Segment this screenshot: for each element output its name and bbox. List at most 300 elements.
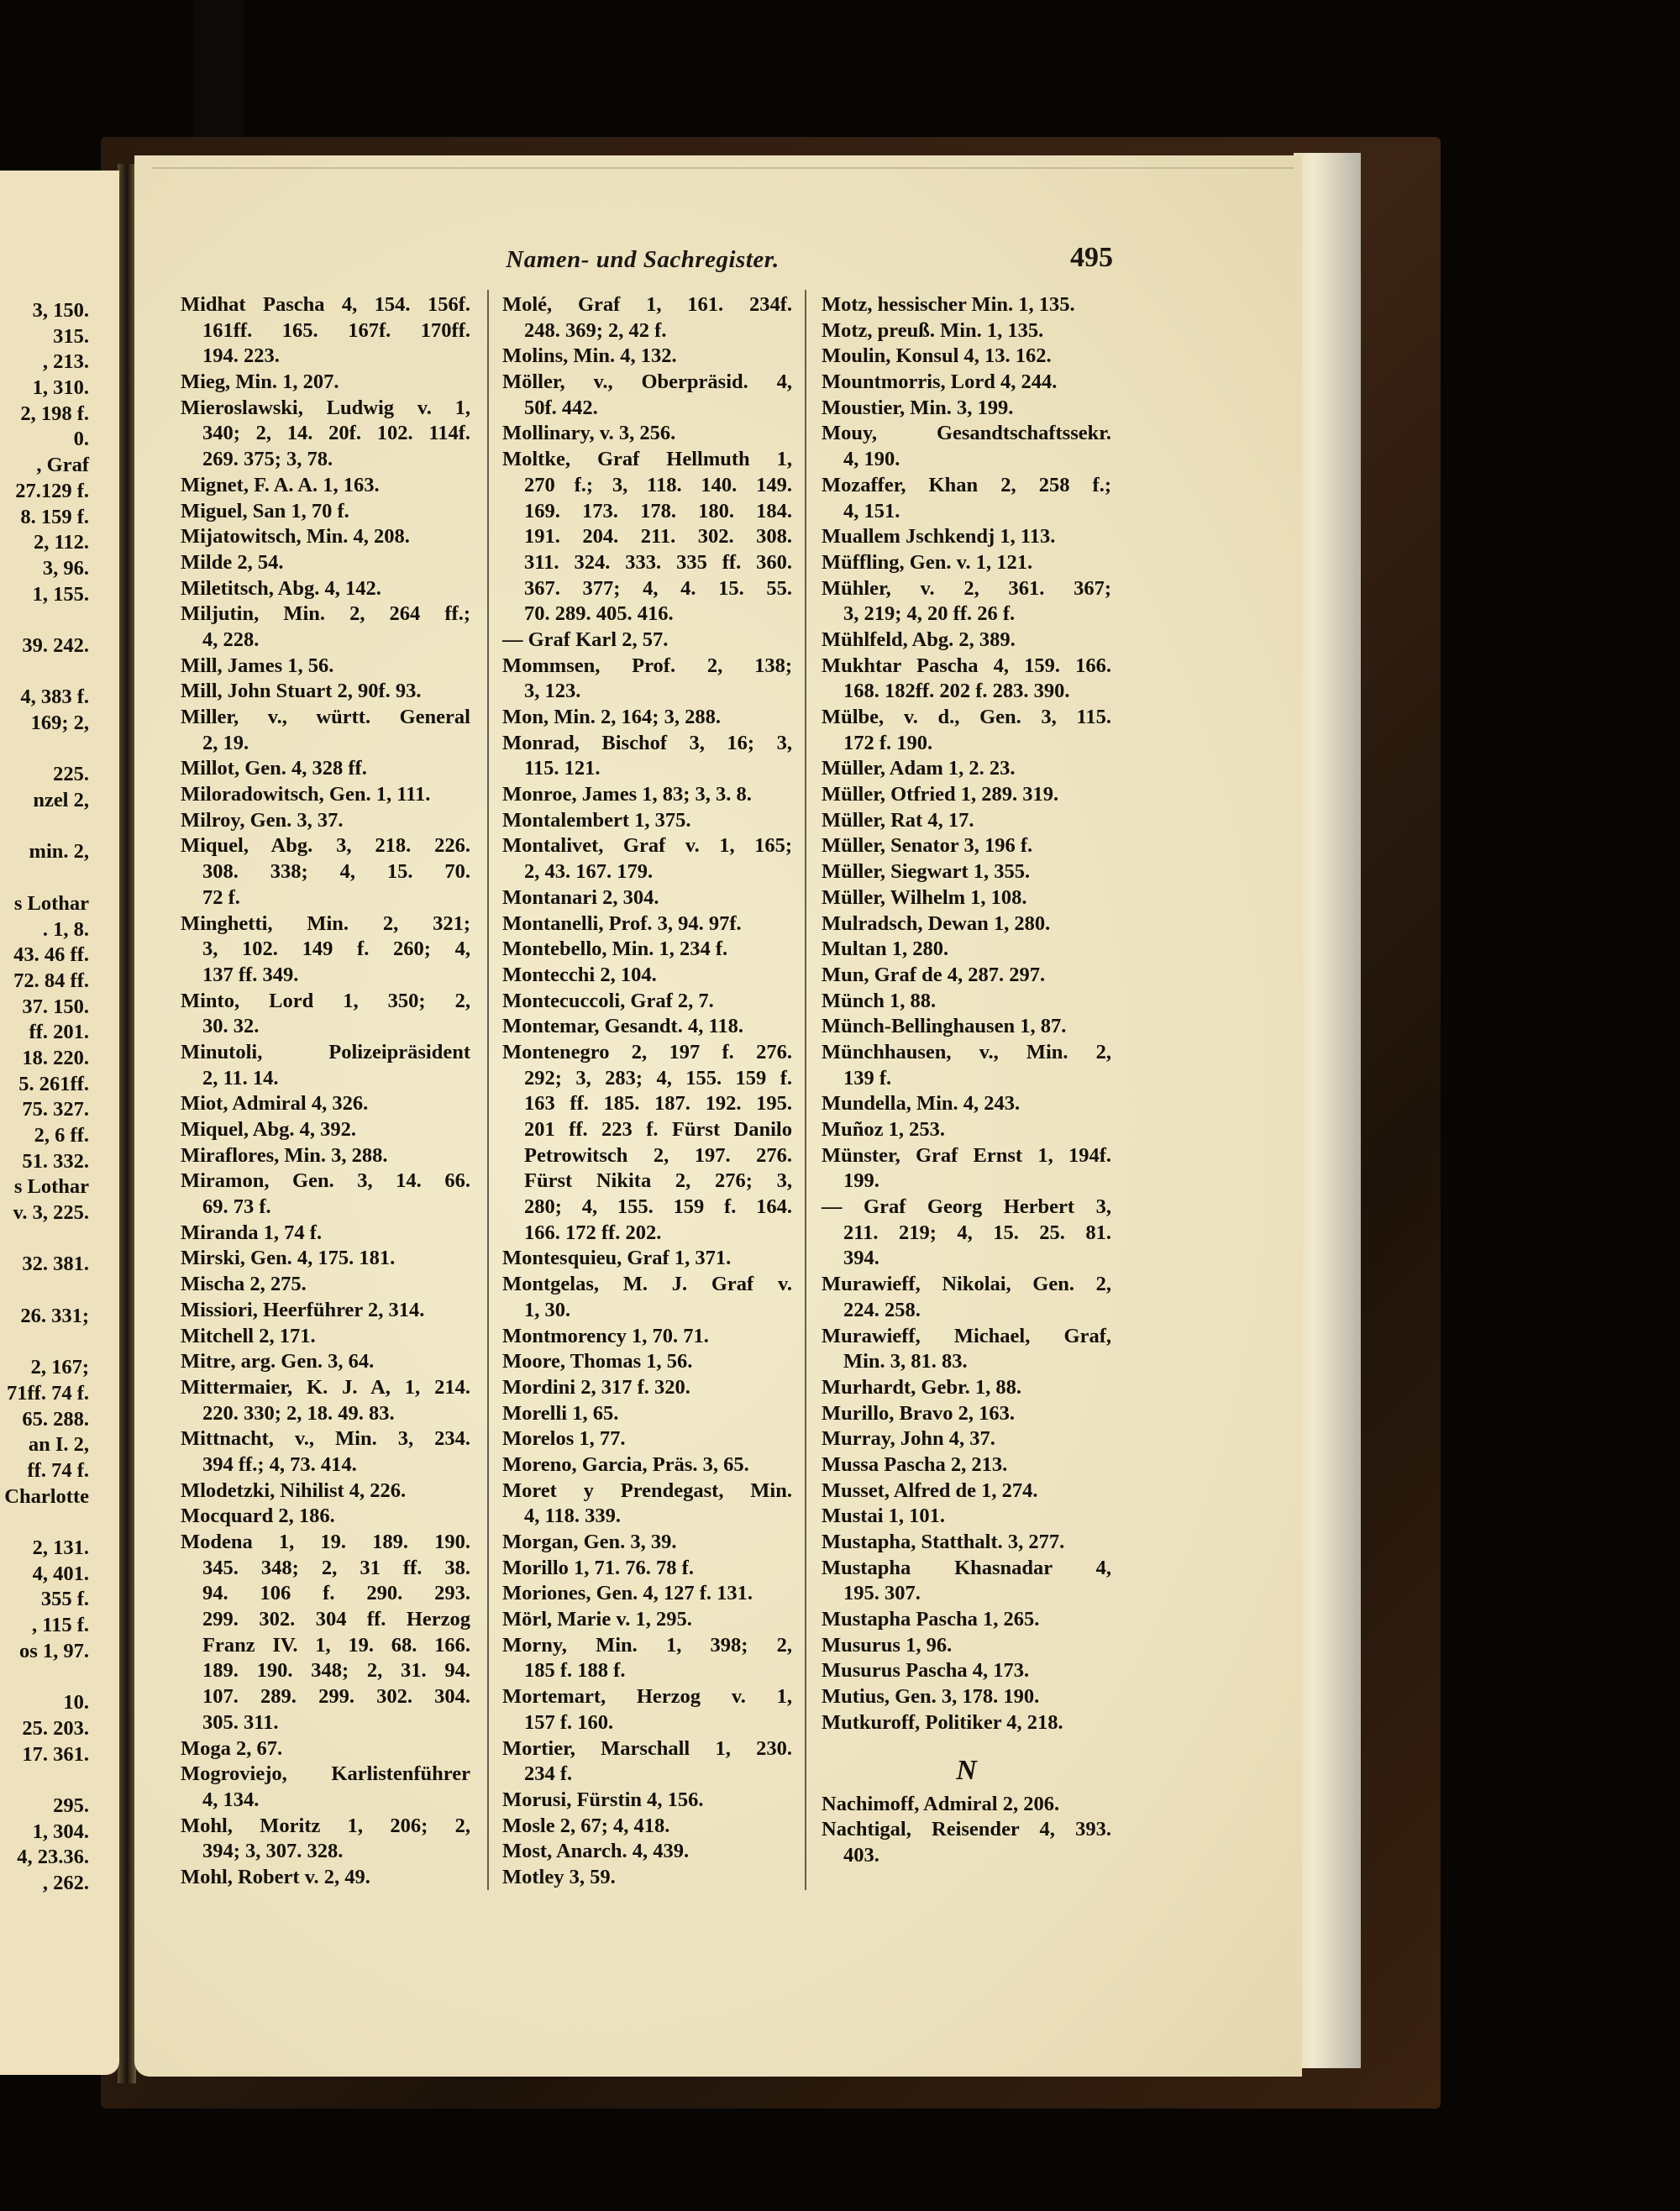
index-entry-heading-line: Minutoli, Polizeipräsident (181, 1040, 470, 1063)
index-entry (181, 654, 470, 680)
index-entry-heading-line: Murillo, Bravo 2, 163. (822, 1401, 1016, 1425)
index-entry-heading-line: Mittermaier, K. J. A, 1, 214. (181, 1375, 470, 1399)
index-entry (502, 989, 792, 1015)
left-page-line-fragment (4, 814, 89, 840)
left-page-line-fragment (4, 737, 89, 763)
index-entry-continuation-line: 224. 258. (843, 1298, 921, 1321)
index-entry-heading-line: Mischa 2, 275. (181, 1273, 307, 1296)
index-entry-heading-line: Mortemart, Herzog v. 1, (502, 1685, 792, 1709)
index-entry-heading-line: Moltke, Graf Hellmuth 1, (502, 448, 792, 471)
index-entry (822, 628, 1111, 654)
left-page-line-fragment: 225. (53, 763, 89, 786)
index-entry (181, 550, 470, 576)
index-entry (822, 473, 1111, 524)
index-entry (822, 1607, 1111, 1633)
index-entry (502, 808, 792, 834)
index-entry-heading-line: Molins, Min. 4, 132. (502, 344, 677, 368)
index-entry (502, 1478, 792, 1530)
index-entry-heading-line: Morny, Min. 1, 398; 2, (502, 1633, 792, 1657)
index-entry (502, 782, 792, 808)
index-entry (822, 1143, 1111, 1195)
index-entry-heading-line: Motz, hessischer Min. 1, 135. (822, 293, 1075, 316)
index-entry (181, 679, 470, 705)
index-entry-continuation-line: 220. 330; 2, 18. 49. 83. (202, 1401, 395, 1425)
index-entry (502, 911, 792, 937)
page-edges (1294, 153, 1361, 2068)
index-entry (822, 756, 1111, 782)
column-divider (805, 290, 806, 1890)
index-entry-heading-line: Montebello, Min. 1, 234 f. (502, 937, 728, 961)
index-entry-heading-line: Müller, Adam 1, 2. 23. (822, 757, 1016, 780)
index-entry (181, 1375, 470, 1426)
index-entry-heading-line: Mortier, Marschall 1, 230. (502, 1736, 792, 1760)
left-page-line-fragment: 2, 198 f. (20, 402, 89, 425)
index-entry (822, 859, 1111, 885)
index-entry-heading-line: Moustier, Min. 3, 199. (822, 396, 1014, 419)
left-page-line-fragment: 72. 84 ff. (13, 969, 89, 992)
index-entry-continuation-line: 185 f. 188 f. (524, 1659, 626, 1683)
left-page-line-fragment: 295. (53, 1793, 89, 1817)
index-entry-heading-line: Milroy, Gen. 3, 37. (181, 808, 344, 832)
index-entry (822, 1530, 1111, 1556)
left-page-line-fragment: 2, 6 ff. (34, 1124, 89, 1147)
page-number: 495 (1070, 242, 1113, 273)
index-entry-heading-line: Montgelas, M. J. Graf v. (502, 1273, 792, 1296)
index-entry (502, 1581, 792, 1607)
index-entry-heading-line: Mordini 2, 317 f. 320. (502, 1375, 690, 1399)
index-entry (822, 1272, 1111, 1323)
index-entry-continuation-line: 172 f. 190. (843, 731, 933, 754)
index-entry (181, 1478, 470, 1505)
index-entry-heading-line: Mouy, Gesandtschaftssekr. (822, 422, 1111, 445)
index-entry-heading-line: Montesquieu, Graf 1, 371. (502, 1247, 732, 1270)
index-entry-heading-line: Midhat Pascha 4, 154. 156f. (181, 293, 470, 316)
index-entry-heading-line: Moore, Thomas 1, 56. (502, 1350, 693, 1373)
index-entry-heading-line: Motz, preuß. Min. 1, 135. (822, 318, 1044, 342)
left-page-line-fragment: 51. 332. (22, 1149, 89, 1173)
index-entry-heading-line: Murawieff, Nikolai, Gen. 2, (822, 1273, 1111, 1296)
index-entry (822, 421, 1111, 472)
index-entry-heading-line: Möller, v., Oberpräsid. 4, (502, 370, 792, 394)
index-entry-continuation-line: 308. 338; 4, 15. 70. (202, 860, 470, 884)
index-entry-continuation-line: 280; 4, 155. 159 f. 164. (524, 1195, 792, 1219)
index-entry-continuation-line: 189. 190. 348; 2, 31. 94. (202, 1659, 470, 1683)
left-page-line-fragment: 27.129 f. (15, 479, 89, 502)
left-page-line-fragment: 1, 310. (32, 376, 89, 400)
left-page-line-fragment: , Graf (36, 454, 89, 477)
index-entry-heading-line: Müller, Wilhelm 1, 108. (822, 885, 1027, 909)
left-page-line-fragment (4, 607, 89, 633)
index-entry (181, 1736, 470, 1762)
left-page-line-fragment: , 115 f. (31, 1614, 89, 1637)
index-entry-continuation-line: 211. 219; 4, 15. 25. 81. (843, 1221, 1111, 1244)
index-entry (181, 1865, 470, 1891)
right-page (134, 155, 1302, 2077)
index-entry (822, 524, 1111, 550)
index-entry-heading-line: Mountmorris, Lord 4, 244. (822, 370, 1058, 394)
index-entry-heading-line: Müller, Senator 3, 196 f. (822, 834, 1033, 858)
index-entry-continuation-line: 163 ff. 185. 187. 192. 195. (524, 1092, 792, 1116)
index-entry (822, 782, 1111, 808)
left-page-line-fragment (4, 865, 89, 891)
index-entry (822, 550, 1111, 576)
index-entry-heading-line: Miot, Admiral 4, 326. (181, 1092, 369, 1116)
index-entry-continuation-line: 161ff. 165. 167f. 170ff. (202, 318, 470, 342)
left-page-line-fragment: , 213. (42, 350, 89, 374)
index-entry-continuation-line: 4, 190. (843, 448, 900, 471)
index-entry-heading-line: Nachimoff, Admiral 2, 206. (822, 1792, 1060, 1815)
index-entry (502, 1556, 792, 1582)
index-entry-continuation-line: 3, 219; 4, 20 ff. 26 f. (843, 602, 1016, 626)
index-entry (822, 937, 1111, 963)
index-entries-m (822, 292, 1111, 1736)
index-entry (502, 1452, 792, 1478)
index-entry-heading-line: Mukhtar Pascha 4, 159. 166. (822, 654, 1111, 677)
index-entry (502, 654, 792, 705)
index-entry-heading-line: Morelli 1, 65. (502, 1401, 619, 1425)
left-page-line-fragment: 65. 288. (22, 1407, 89, 1431)
index-entry (822, 1556, 1111, 1607)
index-entry (502, 963, 792, 989)
index-entry-heading-line: Mon, Min. 2, 164; 3, 288. (502, 706, 721, 728)
index-column-1 (181, 292, 470, 1891)
index-entry (181, 989, 470, 1040)
index-entry (502, 1865, 792, 1891)
left-page-line-fragment: v. 3, 225. (13, 1201, 89, 1225)
index-entry (502, 1349, 792, 1375)
page-top-rule (151, 167, 1294, 169)
left-page-line-fragment: 3, 150. (32, 299, 89, 322)
index-entry (181, 473, 470, 499)
index-entry-heading-line: Murhardt, Gebr. 1, 88. (822, 1375, 1021, 1399)
index-entry-continuation-line: 367. 377; 4, 4. 15. 55. (524, 576, 792, 600)
index-entry (502, 1814, 792, 1840)
index-entry-continuation-line: 299. 302. 304 ff. Herzog (202, 1608, 470, 1631)
index-entry (822, 1426, 1111, 1452)
index-entry-heading-line: Mitchell 2, 171. (181, 1324, 316, 1347)
index-entry-heading-line: Murawieff, Michael, Graf, (822, 1324, 1111, 1347)
index-entry-heading-line: Morillo 1, 71. 76. 78 f. (502, 1556, 694, 1579)
index-column-2 (502, 292, 792, 1891)
index-entry (822, 1375, 1111, 1401)
left-page-line-fragment: 10. (63, 1691, 89, 1715)
index-entry (822, 911, 1111, 937)
index-entry (181, 756, 470, 782)
index-entry (502, 1426, 792, 1452)
left-page-line-fragment (4, 1226, 89, 1253)
left-page-line-fragment: 4, 383 f. (20, 685, 89, 709)
index-entry (822, 833, 1111, 859)
index-entry (502, 731, 792, 782)
index-entry-heading-line: Münch-Bellinghausen 1, 87. (822, 1015, 1067, 1038)
index-entry-continuation-line: 3, 123. (524, 680, 581, 703)
index-entry (502, 1246, 792, 1272)
index-entry (181, 808, 470, 834)
index-entry-continuation-line: 2, 11. 14. (202, 1066, 279, 1090)
index-entry-continuation-line: 157 f. 160. (524, 1710, 614, 1734)
index-entry (181, 1246, 470, 1272)
index-entry (181, 1272, 470, 1298)
index-entry-heading-line: Mutkuroff, Politiker 4, 218. (822, 1710, 1063, 1734)
index-entry-heading-line: Moret y Prendegast, Min. (502, 1478, 792, 1502)
index-entry-continuation-line: 269. 375; 3, 78. (202, 448, 333, 471)
index-entry-heading-line: Mittnacht, v., Min. 3, 234. (181, 1427, 470, 1451)
index-entry-heading-line: Mussa Pascha 2, 213. (822, 1452, 1008, 1476)
index-entry (822, 989, 1111, 1015)
index-entry (181, 292, 470, 370)
index-entry (822, 1710, 1111, 1736)
index-entry-heading-line: Nachtigal, Reisender 4, 393. (822, 1818, 1111, 1841)
index-entry-heading-line: Mulradsch, Dewan 1, 280. (822, 911, 1051, 935)
index-entry (502, 1401, 792, 1427)
column-divider (487, 290, 489, 1890)
index-entry-continuation-line: 166. 172 ff. 202. (524, 1221, 662, 1244)
index-entry (822, 1633, 1111, 1659)
index-entry (822, 396, 1111, 422)
index-entry (502, 1736, 792, 1788)
left-page-line-fragment: 2, 131. (32, 1536, 89, 1559)
index-entry (181, 1762, 470, 1813)
index-entry-heading-line: Mitre, arg. Gen. 3, 64. (181, 1350, 375, 1373)
index-entry (181, 524, 470, 550)
index-entry-heading-line: Mozaffer, Khan 2, 258 f.; (822, 473, 1111, 496)
index-entry-continuation-line: Petrowitsch 2, 197. 276. (524, 1143, 792, 1167)
index-entry-continuation-line: 30. 32. (202, 1015, 260, 1038)
index-entry (822, 1658, 1111, 1684)
index-entry-heading-line: Multan 1, 280. (822, 937, 949, 961)
index-entry (181, 1221, 470, 1247)
index-entry-heading-line: Mill, John Stuart 2, 90f. 93. (181, 680, 422, 703)
index-entry-continuation-line: 69. 73 f. (202, 1195, 271, 1219)
index-entry-continuation-line: 4, 228. (202, 628, 260, 651)
index-entry-continuation-line: 70. 289. 405. 416. (524, 602, 674, 626)
index-entry (502, 447, 792, 628)
index-entry-heading-line: Müffling, Gen. v. 1, 121. (822, 550, 1033, 574)
index-entry-heading-line: Mogroviejo, Karlistenführer (181, 1762, 470, 1786)
index-entry (502, 1633, 792, 1684)
index-entry-continuation-line: 4, 134. (202, 1788, 260, 1811)
index-entry-heading-line: Mustapha Khasnadar 4, (822, 1556, 1111, 1579)
left-page-line-fragment: 71ff. 74 f. (7, 1381, 89, 1405)
index-entry (181, 601, 470, 653)
index-entry (181, 833, 470, 911)
index-entry (181, 705, 470, 756)
index-entry (822, 1504, 1111, 1530)
index-entry-continuation-line: 94. 106 f. 290. 293. (202, 1582, 470, 1605)
left-page-line-fragment: 37. 150. (22, 995, 89, 1018)
index-entry-heading-line: Mörl, Marie v. 1, 295. (502, 1608, 692, 1631)
left-page-line-fragment: , 262. (42, 1871, 89, 1894)
index-entry (822, 1684, 1111, 1710)
index-entry (181, 911, 470, 989)
index-entry-continuation-line: 340; 2, 14. 20f. 102. 114f. (202, 422, 470, 445)
index-entry (822, 1817, 1111, 1868)
index-entry-heading-line: Muñoz 1, 253. (822, 1118, 945, 1141)
index-entry-heading-line: Münster, Graf Ernst 1, 194f. (822, 1143, 1111, 1167)
index-entry-heading-line: Mignet, F. A. A. 1, 163. (181, 473, 380, 496)
index-entry-heading-line: Montecuccoli, Graf 2, 7. (502, 989, 714, 1012)
index-entry (502, 1014, 792, 1040)
index-entry-heading-line: Modena 1, 19. 189. 190. (181, 1531, 470, 1553)
index-entry-heading-line: Muallem Jschkendj 1, 113. (822, 525, 1056, 549)
index-column-3 (822, 292, 1111, 1869)
left-page-line-fragment: 4, 401. (32, 1562, 89, 1585)
index-entry-continuation-line: 394. (843, 1247, 879, 1270)
index-entry-continuation-line: 292; 3, 283; 4, 155. 159 f. (524, 1066, 792, 1090)
left-page-line-fragment: 355 f. (40, 1588, 89, 1611)
index-entry-heading-line: Miller, v., württ. General (181, 706, 470, 728)
index-entry-heading-line: Mollinary, v. 3, 256. (502, 422, 676, 445)
index-entry-heading-line: Mülbe, v. d., Gen. 3, 115. (822, 706, 1111, 728)
index-entry-heading-line: Montenegro 2, 197 f. 276. (502, 1040, 792, 1063)
left-page-line-fragment: 169; 2, (30, 712, 89, 734)
index-entry-continuation-line: 199. (843, 1169, 879, 1193)
left-page-line-fragment: 26. 331; (20, 1304, 89, 1327)
index-entry (502, 421, 792, 447)
index-entry (502, 1839, 792, 1865)
index-entry (822, 1478, 1111, 1505)
index-entry-heading-line: Mohl, Moritz 1, 206; 2, (181, 1814, 470, 1837)
index-entry (181, 1298, 470, 1324)
index-entry-heading-line: Miletitsch, Abg. 4, 142. (181, 576, 381, 600)
book-gutter (118, 164, 136, 2083)
index-entry-continuation-line: 201 ff. 223 f. Fürst Danilo (524, 1118, 792, 1141)
index-entry-continuation-line: 137 ff. 349. (202, 963, 299, 986)
left-page-line-fragment: Charlotte (4, 1484, 89, 1508)
index-entry-heading-line: Mirski, Gen. 4, 175. 181. (181, 1247, 396, 1270)
index-entry-heading-line: Montanari 2, 304. (502, 885, 659, 909)
index-entry (822, 705, 1111, 756)
index-entry-continuation-line: 195. 307. (843, 1582, 921, 1605)
index-entry-heading-line: Motley 3, 59. (502, 1865, 616, 1888)
index-entry-continuation-line: 394 ff.; 4, 73. 414. (202, 1452, 357, 1476)
left-page-line-fragment: 17. 361. (22, 1742, 89, 1766)
index-entry (822, 1040, 1111, 1091)
left-page-line-fragment: 1, 304. (32, 1820, 89, 1843)
index-entry (181, 1530, 470, 1736)
index-entry-continuation-line: Franz IV. 1, 19. 68. 166. (202, 1633, 470, 1657)
left-page-line-fragment: 43. 46 ff. (13, 943, 89, 967)
index-entry (502, 1684, 792, 1736)
index-entry-continuation-line: 3, 102. 149 f. 260; 4, (202, 937, 470, 961)
left-page-line-fragment: 3, 96. (42, 556, 89, 580)
index-entry-heading-line: Münch 1, 88. (822, 989, 937, 1012)
index-entry-continuation-line: 2, 19. (202, 731, 249, 754)
index-entry (181, 370, 470, 396)
index-entry-continuation-line: 139 f. (843, 1066, 892, 1090)
index-entry (822, 808, 1111, 834)
index-entry-heading-line: Montmorency 1, 70. 71. (502, 1324, 709, 1347)
index-entry-heading-line: Mosle 2, 67; 4, 418. (502, 1814, 670, 1837)
index-entry-heading-line: Mühler, v. 2, 361. 367; (822, 576, 1111, 600)
left-page-line-fragment (4, 1664, 89, 1690)
index-entry (181, 1324, 470, 1350)
index-entry-heading-line: Mijatowitsch, Min. 4, 208. (181, 525, 410, 549)
index-entry-heading-line: Müller, Rat 4, 17. (822, 808, 974, 832)
index-entry (822, 1452, 1111, 1478)
index-entry-heading-line: Murray, John 4, 37. (822, 1427, 995, 1451)
index-entry-heading-line: Miranda 1, 74 f. (181, 1221, 323, 1244)
index-entry (181, 1040, 470, 1091)
index-entry-heading-line: Missiori, Heerführer 2, 314. (181, 1298, 425, 1321)
index-entry (822, 1401, 1111, 1427)
left-page-line-fragment: 8. 159 f. (20, 505, 89, 528)
index-entry-heading-line: Musurus 1, 96. (822, 1633, 953, 1657)
left-page-line-fragment: 4, 23.36. (17, 1846, 89, 1869)
index-entry (502, 1375, 792, 1401)
left-page-fragment (0, 171, 119, 2075)
left-page-line-fragment: 75. 327. (22, 1098, 89, 1121)
index-entry-heading-line: Miraflores, Min. 3, 288. (181, 1143, 388, 1167)
left-page-line-fragment: s Lothar (13, 891, 89, 915)
index-entry-continuation-line: 194. 223. (202, 344, 280, 368)
index-entry (181, 782, 470, 808)
index-entry-heading-line: Moreno, Garcia, Präs. 3, 65. (502, 1452, 749, 1476)
index-entry-heading-line: Miguel, San 1, 70 f. (181, 499, 349, 523)
index-entry (822, 370, 1111, 396)
index-entry (822, 1014, 1111, 1040)
index-entry-heading-line: Mommsen, Prof. 2, 138; (502, 654, 792, 677)
index-entry (502, 1324, 792, 1350)
index-entry-heading-line: Milde 2, 54. (181, 550, 284, 574)
index-entry-heading-line: Miramon, Gen. 3, 14. 66. (181, 1169, 470, 1193)
index-entry-continuation-line: 4, 118. 339. (524, 1505, 622, 1528)
index-entry-heading-line: Montalivet, Graf v. 1, 165; (502, 834, 792, 858)
index-entry-heading-line: Musset, Alfred de 1, 274. (822, 1478, 1038, 1502)
left-page-line-fragment: nzel 2, (33, 789, 89, 812)
index-entry (822, 576, 1111, 628)
index-entry (822, 885, 1111, 911)
index-entry-continuation-line: 403. (843, 1843, 879, 1867)
index-entry-heading-line: Miloradowitsch, Gen. 1, 111. (181, 783, 431, 806)
index-entry (502, 937, 792, 963)
index-entry-continuation-line: 50f. 442. (524, 396, 598, 419)
left-page-text (4, 298, 89, 1897)
index-entry-heading-line: Moriones, Gen. 4, 127 f. 131. (502, 1582, 753, 1605)
index-entry-heading-line: Molé, Graf 1, 161. 234f. (502, 293, 792, 316)
index-entry-heading-line: Mieroslawski, Ludwig v. 1, (181, 396, 470, 419)
left-page-line-fragment: 25. 203. (22, 1716, 89, 1740)
index-entry-heading-line: Minto, Lord 1, 350; 2, (181, 989, 470, 1012)
left-page-line-fragment: ff. 201. (29, 1021, 89, 1044)
index-entry (502, 1530, 792, 1556)
index-entry (822, 1195, 1111, 1272)
index-entry (822, 292, 1111, 318)
index-entry-heading-line: — Graf Georg Herbert 3, (822, 1195, 1111, 1219)
index-entry (822, 963, 1111, 989)
index-entry (502, 1272, 792, 1323)
index-entry-continuation-line: 248. 369; 2, 42 f. (524, 318, 667, 342)
index-entry-heading-line: Miquel, Abg. 4, 392. (181, 1118, 356, 1141)
index-entry-heading-line: Mun, Graf de 4, 287. 297. (822, 963, 1046, 986)
index-entry-heading-line: Mohl, Robert v. 2, 49. (181, 1865, 370, 1888)
index-entry (181, 1091, 470, 1117)
index-entry (502, 344, 792, 370)
index-entry (822, 1324, 1111, 1375)
index-entry (822, 344, 1111, 370)
index-entry-heading-line: Montemar, Gesandt. 4, 118. (502, 1015, 743, 1038)
index-entry-heading-line: Montecchi 2, 104. (502, 963, 657, 986)
index-entry-heading-line: Minghetti, Min. 2, 321; (181, 911, 470, 935)
index-entry (502, 628, 792, 654)
index-entry-continuation-line: 1, 30. (524, 1298, 571, 1321)
index-entry (502, 833, 792, 885)
left-page-line-fragment: an I. 2, (28, 1433, 89, 1457)
left-page-line-fragment: 1, 155. (32, 582, 89, 606)
running-title: Namen- und Sachregister. (506, 246, 780, 273)
index-entry (181, 1504, 470, 1530)
index-entry (181, 499, 470, 525)
